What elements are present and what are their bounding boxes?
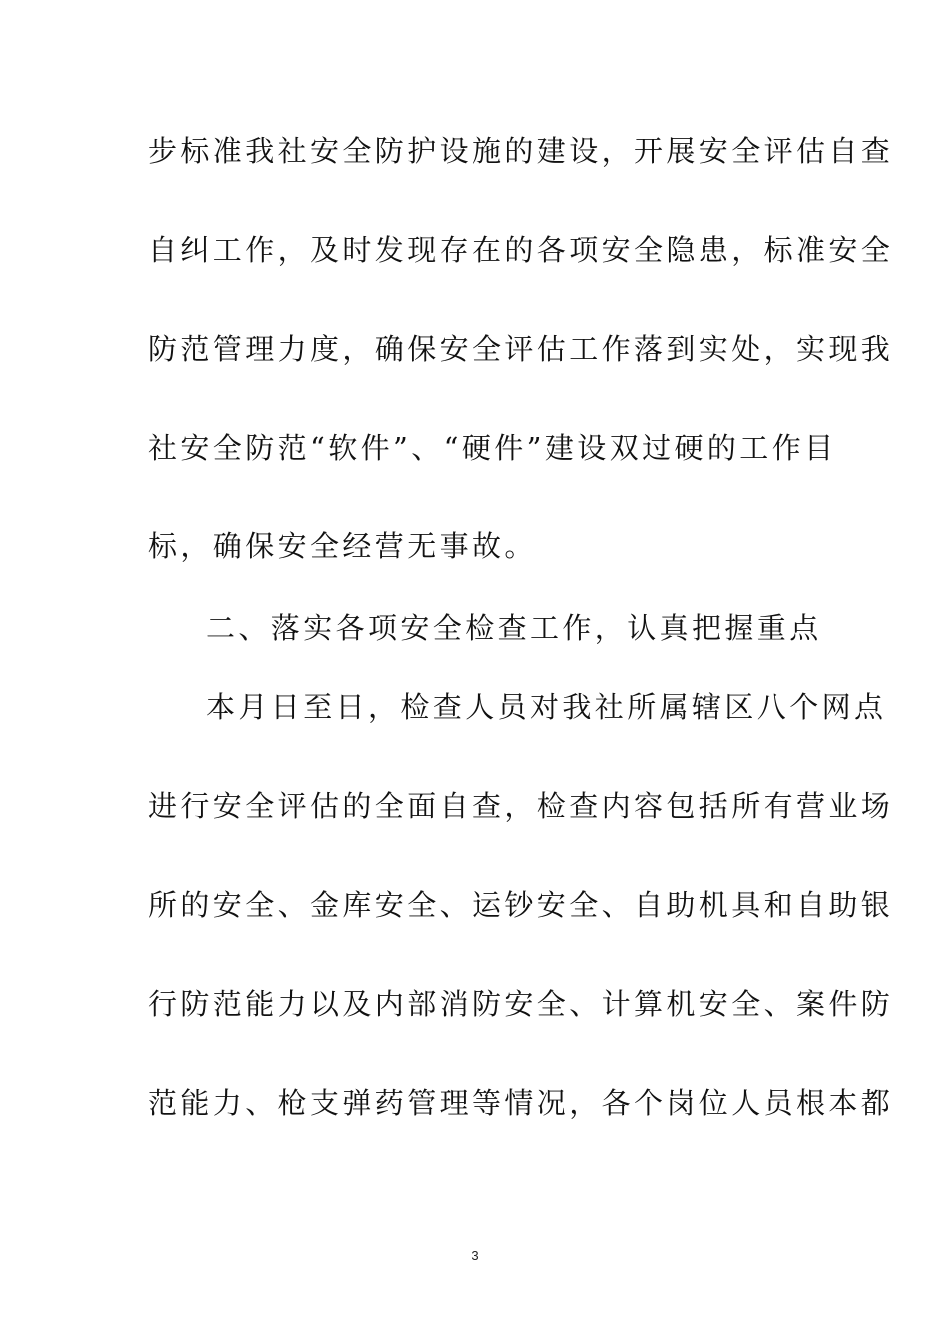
paragraph-line: 所的安全、金库安全、运钞安全、自助机具和自助银 bbox=[148, 888, 894, 922]
paragraph-line: 自纠工作，及时发现存在的各项安全隐患，标准安全 bbox=[148, 233, 894, 267]
paragraph-line: 防范管理力度，确保安全评估工作落到实处，实现我 bbox=[148, 332, 894, 366]
paragraph-line: 步标准我社安全防护设施的建设，开展安全评估自查 bbox=[148, 134, 894, 168]
paragraph-line: 进行安全评估的全面自查，检查内容包括所有营业场 bbox=[148, 789, 894, 823]
page-number: 3 bbox=[471, 1248, 479, 1263]
paragraph-line: 标，确保安全经营无事故。 bbox=[148, 529, 537, 563]
section-heading: 二、落实各项安全检查工作，认真把握重点 bbox=[206, 611, 822, 645]
paragraph-line: 范能力、枪支弹药管理等情况，各个岗位人员根本都 bbox=[148, 1086, 894, 1120]
paragraph-line: 行防范能力以及内部消防安全、计算机安全、案件防 bbox=[148, 987, 894, 1021]
paragraph-line: 本月日至日，检查人员对我社所属辖区八个网点 bbox=[206, 690, 887, 724]
paragraph-line: 社安全防范“软件”、“硬件”建设双过硬的工作目 bbox=[148, 431, 837, 465]
